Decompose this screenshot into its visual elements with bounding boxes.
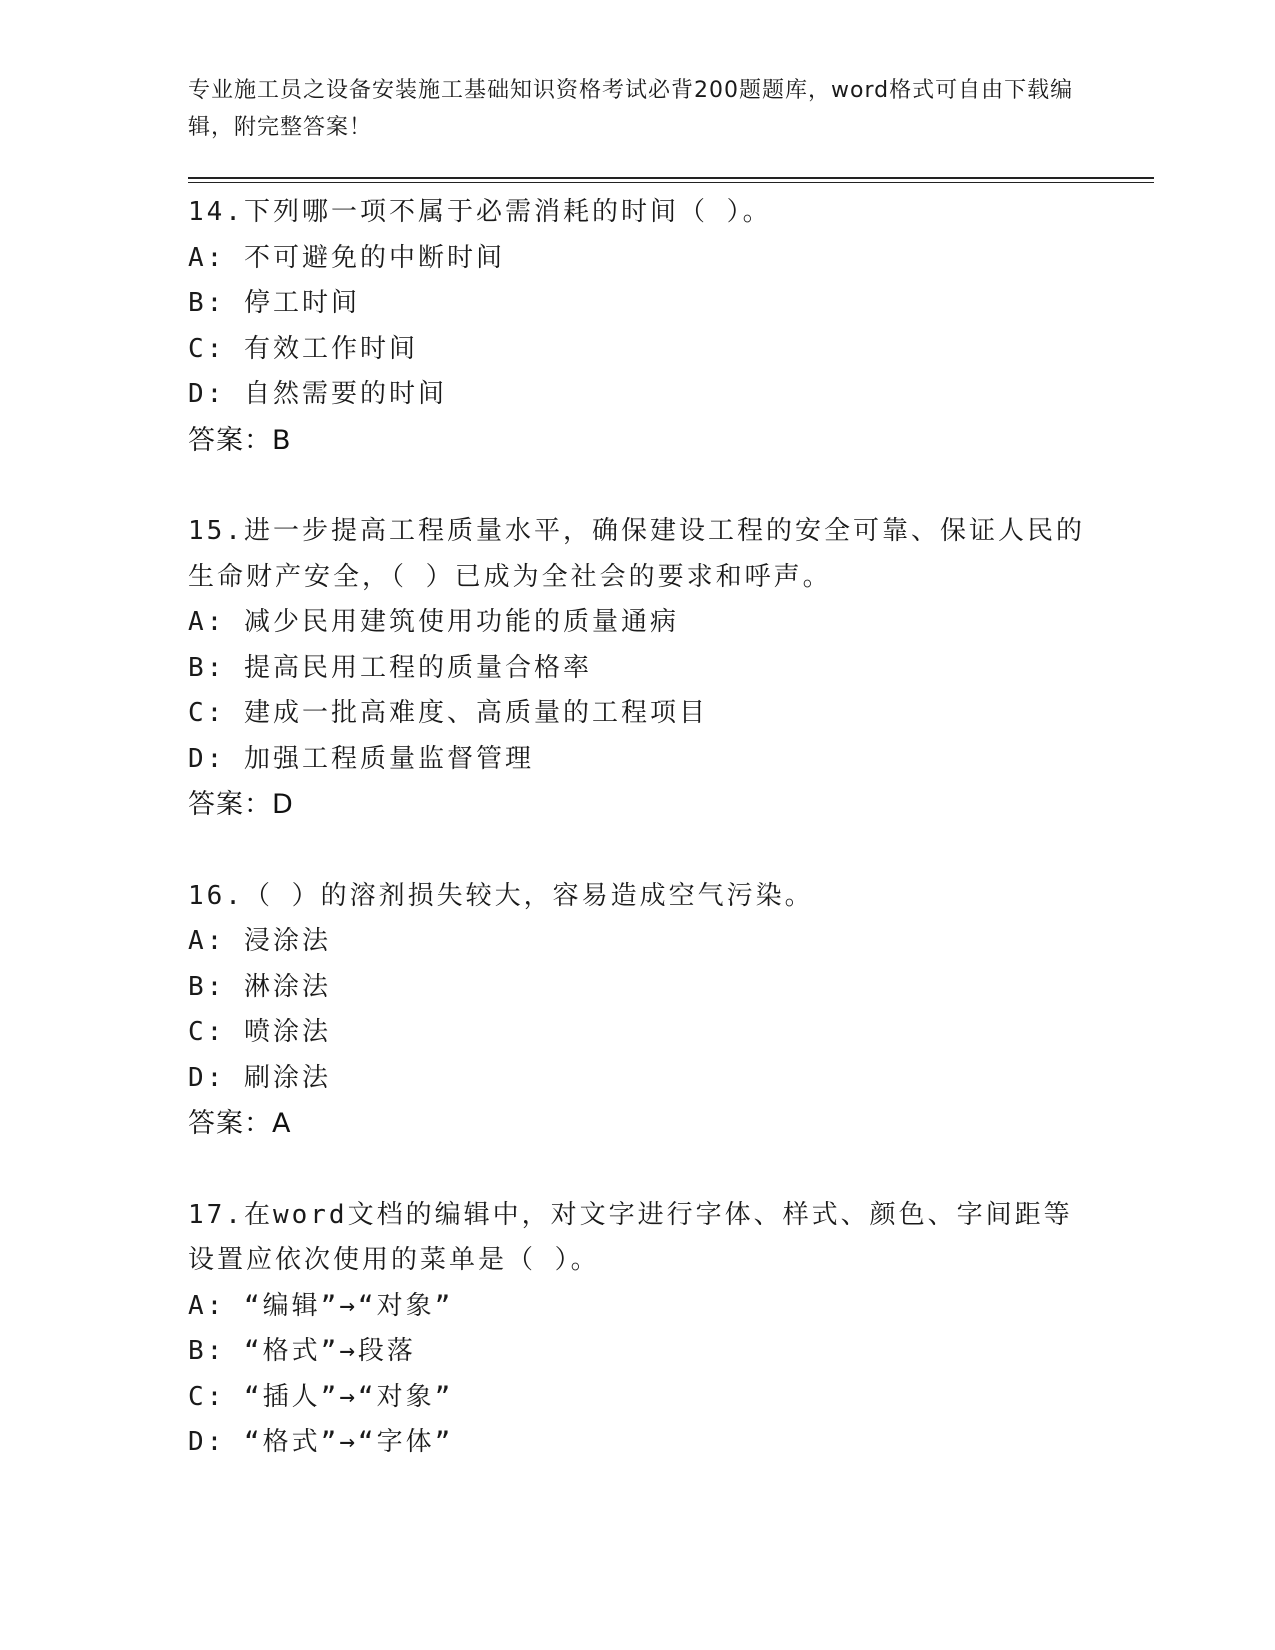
- question-16: [188, 874, 1088, 1147]
- option-b: B: 淋涂法: [188, 971, 331, 1002]
- option-b: B: 提高民用工程的质量合格率: [188, 652, 592, 683]
- option-c: C: 有效工作时间: [188, 333, 418, 364]
- option-d: D: 刷涂法: [188, 1062, 331, 1093]
- document-title: 专业施工员之设备安装施工基础知识资格考试必背200题题库，word格式可自由下载编辑，附完整答案！: [188, 78, 1074, 140]
- option-c: C: 建成一批高难度、高质量的工程项目: [188, 698, 708, 728]
- question-stem-line: 16.（ ）的溶剂损失较大，容易造成空气污染。: [188, 880, 814, 911]
- option-a: A: 不可避免的中断时间: [188, 242, 505, 273]
- option-c: C: “插人”→“对象”: [188, 1381, 454, 1412]
- header-rule-thick: [188, 177, 1154, 179]
- option-d: D: 加强工程质量监督管理: [188, 743, 534, 774]
- question-list: [188, 190, 1088, 1512]
- option-a: A: “编辑”→“对象”: [188, 1290, 454, 1321]
- question-stem-line: 14.下列哪一项不属于必需消耗的时间（ ）。: [188, 197, 772, 227]
- question-stem-line: 15.进一步提高工程质量水平，确保建设工程的安全可靠、保证人民的: [188, 516, 1085, 546]
- option-a: A: 浸涂法: [188, 926, 331, 956]
- answer-label: 答案：B: [188, 424, 292, 456]
- question-stem-line: 17.在word文档的编辑中，对文字进行字体、样式、颜色、字间距等: [188, 1199, 1073, 1230]
- option-b: B: 停工时间: [188, 288, 360, 318]
- question-14: [188, 190, 1088, 463]
- answer-label: 答案：A: [188, 1108, 292, 1139]
- option-a: A: 减少民用建筑使用功能的质量通病: [188, 607, 679, 637]
- question-17: [188, 1193, 1088, 1466]
- option-d: D: 自然需要的时间: [188, 379, 447, 409]
- option-c: C: 喷涂法: [188, 1017, 331, 1047]
- question-stem-line: 生命财产安全，（ ）已成为全社会的要求和呼声。: [188, 561, 832, 592]
- answer-label: 答案：D: [188, 789, 294, 820]
- question-15: [188, 509, 1088, 828]
- option-d: D: “格式”→“字体”: [188, 1427, 454, 1457]
- question-stem-line: 设置应依次使用的菜单是（ ）。: [188, 1245, 600, 1275]
- option-b: B: “格式”→段落: [188, 1336, 416, 1366]
- header-rule-thin: [188, 182, 1154, 183]
